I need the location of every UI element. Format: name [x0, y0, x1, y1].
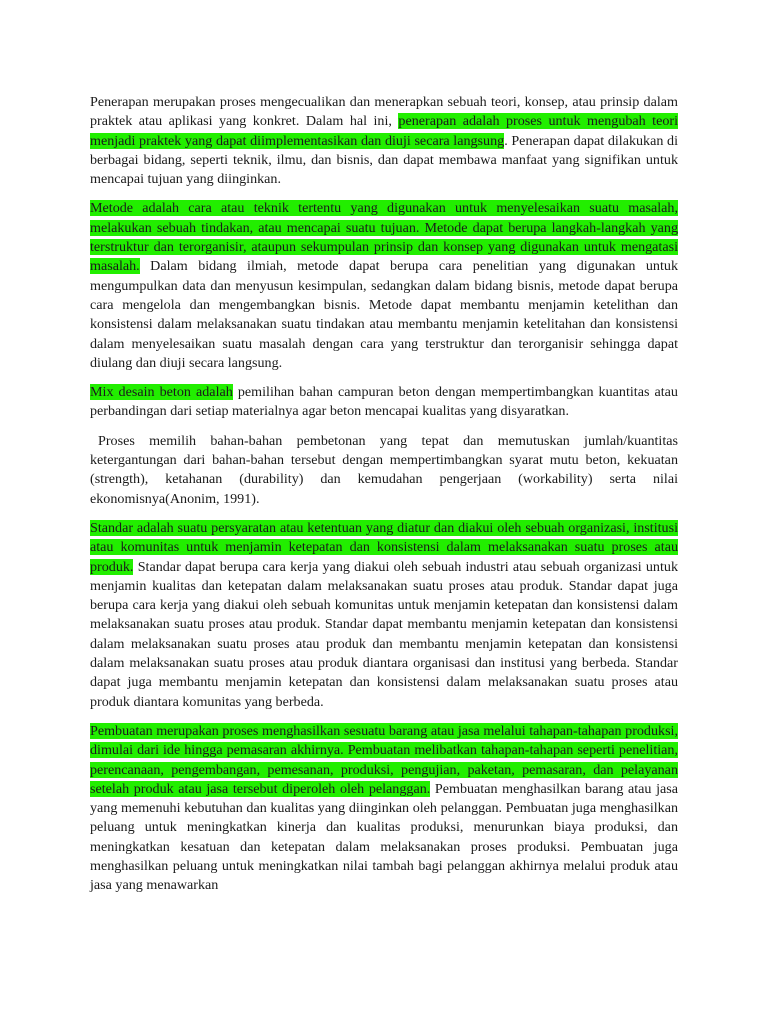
highlighted-text: Pembuatan merupakan proses menghasilkan sesuatu barang atau jasa melalui tahapan-tahapan produksi, dimulai dari ide hingga pemasaran akhirnya. Pembuatan melibatkan tahapan-tahapan seperti penelitian, perencanaan, pengembangan, pemesanan, produksi, pengujian, paketan, pemasaran, dan pelayanan setelah produk atau jasa tersebut diperoleh oleh pelanggan. — [90, 722, 678, 797]
paragraph-text: Proses memilih bahan-bahan pembetonan yang tepat dan memutuskan jumlah/kuantitas ketergantungan dari bahan-bahan tersebut dengan mempertimbangkan syarat mutu beton, kekuatan (strength), ketahanan (durability) dan kemudahan pengerjaan (workability) serta nilai ekonomisnya(Anonim, 1991). — [90, 432, 678, 507]
paragraph-metode — [90, 199, 678, 373]
paragraph-proses — [90, 432, 678, 509]
paragraph-penerapan — [90, 93, 678, 189]
paragraph-text: pemilihan bahan campuran beton dengan mempertimbangkan kuantitas atau perbandingan dari setiap materialnya agar beton mencapai kualitas yang disyaratkan. — [90, 384, 678, 420]
highlighted-text: Metode adalah cara atau teknik tertentu yang digunakan untuk menyelesaikan suatu masalah, melakukan sebuah tindakan, atau mencapai suatu tujuan. Metode dapat berupa langkah-langkah yang terstruktur dan terorganisir, ataupun sekumpulan prinsip dan konsep yang digunakan untuk mengatasi masalah. — [90, 200, 678, 275]
highlighted-text: penerapan adalah proses untuk mengubah teori menjadi praktek yang dapat diimplementasikan dan diuji secara langsung — [90, 113, 679, 149]
paragraph-mix-desain — [90, 383, 678, 422]
highlighted-text: Standar adalah suatu persyaratan atau ketentuan yang diatur dan diakui oleh sebuah organizasi, institusi atau komunitas untuk menjamin ketepatan dan konsistensi dalam melaksanakan suatu proses atau produk. — [90, 519, 678, 575]
paragraph-text: Penerapan merupakan proses mengecualikan dan menerapkan sebuah teori, konsep, atau prinsip dalam praktek atau aplikasi yang konkret. Dalam hal ini, — [90, 94, 678, 130]
paragraph-text: Dalam bidang ilmiah, metode dapat berupa cara penelitian yang digunakan untuk mengumpulkan data dan menyusun kesimpulan, sedangkan dalam bidang bisnis, metode dapat berupa cara mengelola dan mengembangkan bisnis. Metode dapat membantu menjamin ketelithan dan konsistensi dalam melaksanakan suatu tindakan atau membantu menjamin ketelitahan dan konsistensi dalam menyelesaikan suatu masalah dengan cara yang terstruktur dan terorganisir sehingga dapat diulang dan diuji secara langsung. — [90, 258, 678, 371]
highlighted-text: Mix desain beton adalah — [90, 384, 233, 401]
document-page — [90, 93, 678, 906]
paragraph-pembuatan — [90, 722, 678, 896]
paragraph-text: Standar dapat berupa cara kerja yang diakui oleh sebuah industri atau sebuah organizasi untuk menjamin kualitas dan ketepatan dalam melaksanakan suatu proses atau produk. Standar dapat juga berupa cara kerja yang diakui oleh sebuah komunitas untuk menjamin ketepatan dan konsistensi dalam melaksanakan suatu proses atau produk. Standar dapat membantu menjamin ketepatan dan konsistensi dalam melaksanakan suatu proses atau produk dan membantu menjamin ketepatan dan konsistensi dalam melaksanakan suatu proses atau produk diantara organisasi dan institusi yang berbeda. Standar dapat juga membantu menjamin ketepatan dan konsistensi dalam melaksanakan suatu proses atau produk diantara komunitas yang berbeda. — [90, 558, 678, 710]
paragraph-text: . Penerapan dapat dilakukan di berbagai bidang, seperti teknik, ilmu, dan bisnis, dan dapat membawa manfaat yang signifikan untuk mencapai tujuan yang diinginkan. — [90, 132, 679, 188]
paragraph-text: Pembuatan menghasilkan barang atau jasa yang memenuhi kebutuhan dan kualitas yang diinginkan oleh pelanggan. Pembuatan juga menghasilkan peluang untuk meningkatkan kinerja dan kualitas produksi, menurunkan biaya produksi, dan meningkatkan kesatuan dan ketepatan dalam melaksanakan proses produksi. Pembuatan juga menghasilkan peluang untuk meningkatkan nilai tambah bagi pelanggan akhirnya melalui produk atau jasa yang menawarkan — [90, 780, 678, 894]
paragraph-standar — [90, 519, 678, 712]
